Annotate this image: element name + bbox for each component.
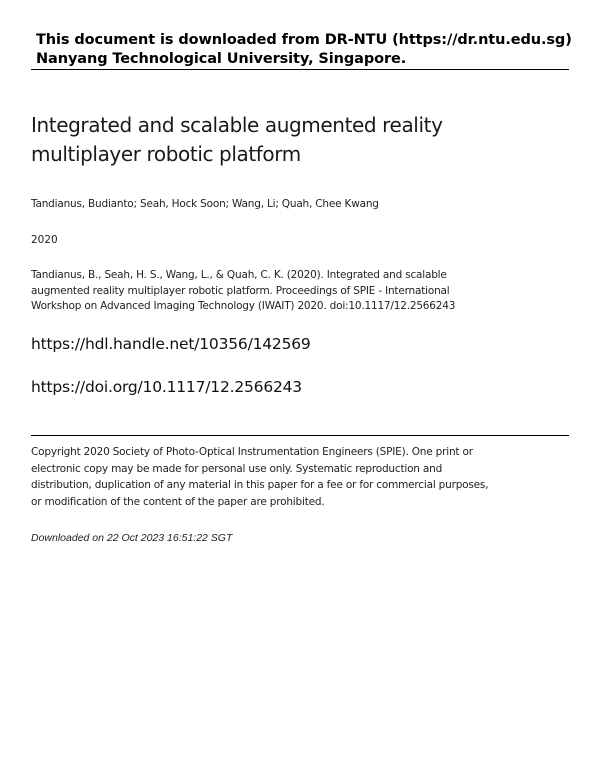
citation [31,268,491,315]
paper-year: 2020 [31,234,58,246]
header-divider [31,69,569,70]
paper-title-line-1: Integrated and scalable augmented reality [31,113,443,137]
copyright-line-2: electronic copy may be made for personal use only. Systematic reproduction and [31,462,443,475]
paper-authors: Tandianus, Budianto; Seah, Hock Soon; Wang, Li; Quah, Chee Kwang [31,198,379,210]
header-line-institution: Nanyang Technological University, Singapore. [36,51,407,67]
copyright-notice [31,444,511,510]
copyright-line-4: or modification of the content of the paper are prohibited. [31,495,325,508]
doi-link[interactable]: https://doi.org/10.1117/12.2566243 [31,378,302,396]
copyright-divider [31,435,569,436]
handle-link[interactable]: https://hdl.handle.net/10356/142569 [31,335,311,353]
copyright-line-1: Copyright 2020 Society of Photo-Optical Instrumentation Engineers (SPIE). One print or [31,446,473,458]
citation-line-2: augmented reality multiplayer robotic platform. Proceedings of SPIE - International [31,284,450,297]
citation-line-3: Workshop on Advanced Imaging Technology (IWAIT) 2020. doi:10.1117/12.2566243 [31,300,456,312]
citation-line-1: Tandianus, B., Seah, H. S., Wang, L., & Quah, C. K. (2020). Integrated and scalable [31,269,447,281]
download-timestamp: Downloaded on 22 Oct 2023 16:51:22 SGT [31,532,233,544]
paper-title [31,111,551,169]
header-line-source: This document is downloaded from DR-NTU (https://dr.ntu.edu.sg) [36,32,572,48]
copyright-line-3: distribution, duplication of any material in this paper for a fee or for commercial purposes, [31,479,489,491]
paper-title-line-2: multiplayer robotic platform [31,142,301,166]
repository-header [36,31,572,69]
